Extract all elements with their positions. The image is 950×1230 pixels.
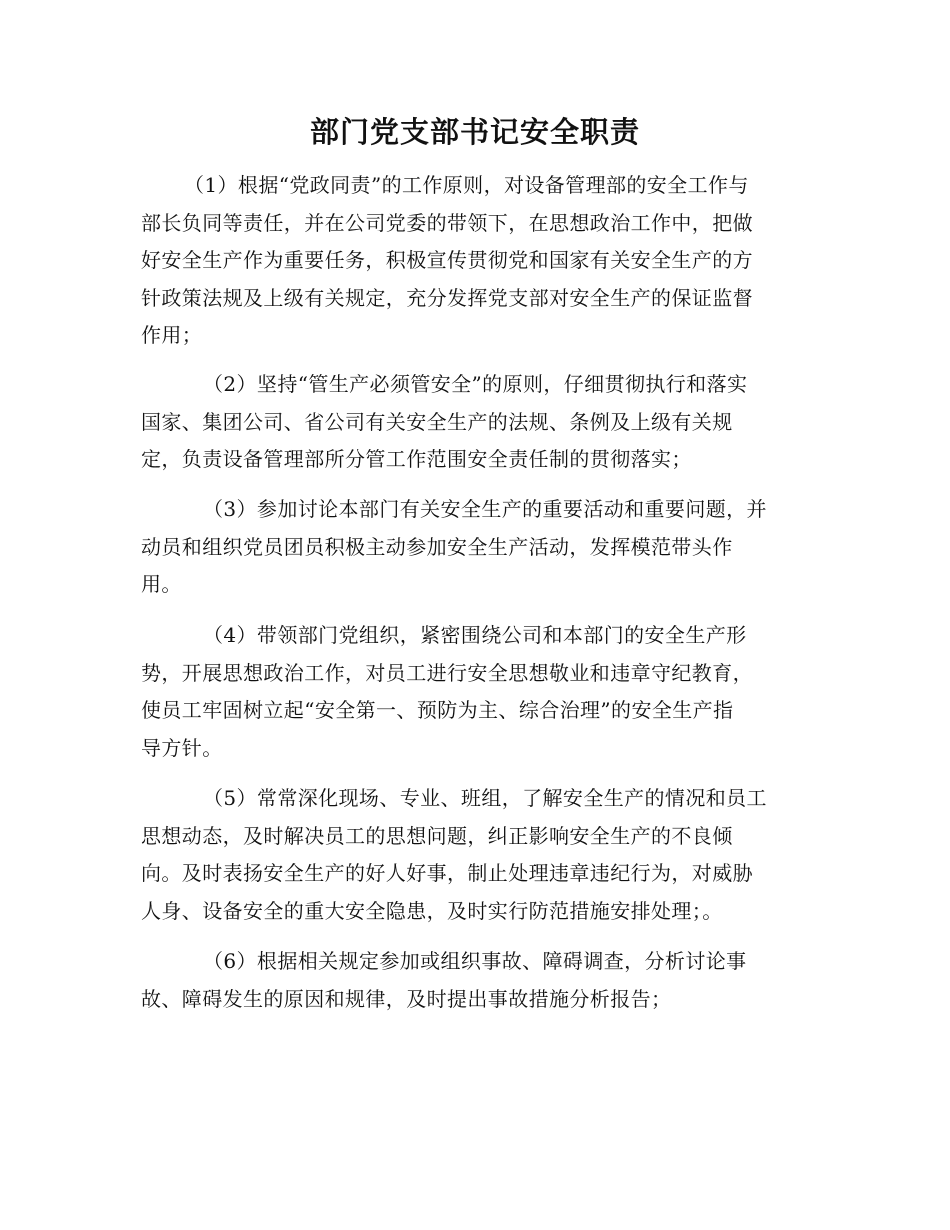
paragraph-line: 部长负同等责任，并在公司党委的带领下，在思想政治工作中，把做: [141, 210, 753, 235]
paragraph-line: 势，开展思想政治工作，对员工进行安全思想敬业和违章守纪教育，: [141, 660, 753, 685]
paragraph-line: 作用；: [141, 323, 203, 347]
paragraph-2: [141, 366, 821, 479]
paragraph-line: 思想动态，及时解决员工的思想问题，纠正影响安全生产的不良倾: [141, 823, 733, 848]
paragraph-line: 导方针。: [141, 735, 223, 760]
paragraph-line: 故、障碍发生的原因和规律，及时提出事故措施分析报告；: [141, 986, 672, 1011]
paragraph-4: [141, 617, 821, 767]
paragraph-line: 人身、设备安全的重大安全隐患，及时实行防范措施安排处理；。: [141, 898, 723, 923]
paragraph-line: 动员和组织党员团员积极主动参加安全生产活动，发挥模范带头作: [141, 534, 733, 559]
document-title: 部门党支部书记安全职责: [309, 115, 640, 149]
paragraph-line: （5）常常深化现场、专业、班组，了解安全生产的情况和员工: [203, 786, 767, 810]
paragraph-line: 使员工牢固树立起“安全第一、预防为主、综合治理”的安全生产指: [141, 698, 734, 722]
paragraph-line: （3）参加讨论本部门有关安全生产的重要活动和重要问题，并: [203, 497, 767, 521]
paragraph-line: 针政策法规及上级有关规定，充分发挥党支部对安全生产的保证监督: [141, 285, 753, 310]
paragraph-line: 国家、集团公司、省公司有关安全生产的法规、条例及上级有关规: [141, 409, 733, 434]
paragraph-line: （1）根据“党政同责”的工作原则，对设备管理部的安全工作与: [184, 173, 749, 197]
paragraph-line: （2）坚持“管生产必须管安全”的原则，仔细贯彻执行和落实: [203, 372, 748, 396]
paragraph-line: 用。: [141, 572, 182, 596]
paragraph-line: （4）带领部门党组织，紧密围绕公司和本部门的安全生产形: [203, 623, 747, 647]
paragraph-line: 向。及时表扬安全生产的好人好事，制止处理违章违纪行为，对威胁: [141, 861, 753, 885]
paragraph-1: [141, 167, 821, 355]
paragraph-line: （6）根据相关规定参加或组织事故、障碍调查，分析讨论事: [203, 949, 747, 973]
paragraph-3: [141, 491, 821, 604]
paragraph-line: 好安全生产作为重要任务，积极宣传贯彻党和国家有关安全生产的方: [141, 248, 753, 272]
paragraph-6: [141, 943, 821, 1018]
paragraph-line: 定，负责设备管理部所分管工作范围安全责任制的贯彻落实；: [141, 447, 692, 471]
paragraph-5: [141, 780, 821, 930]
